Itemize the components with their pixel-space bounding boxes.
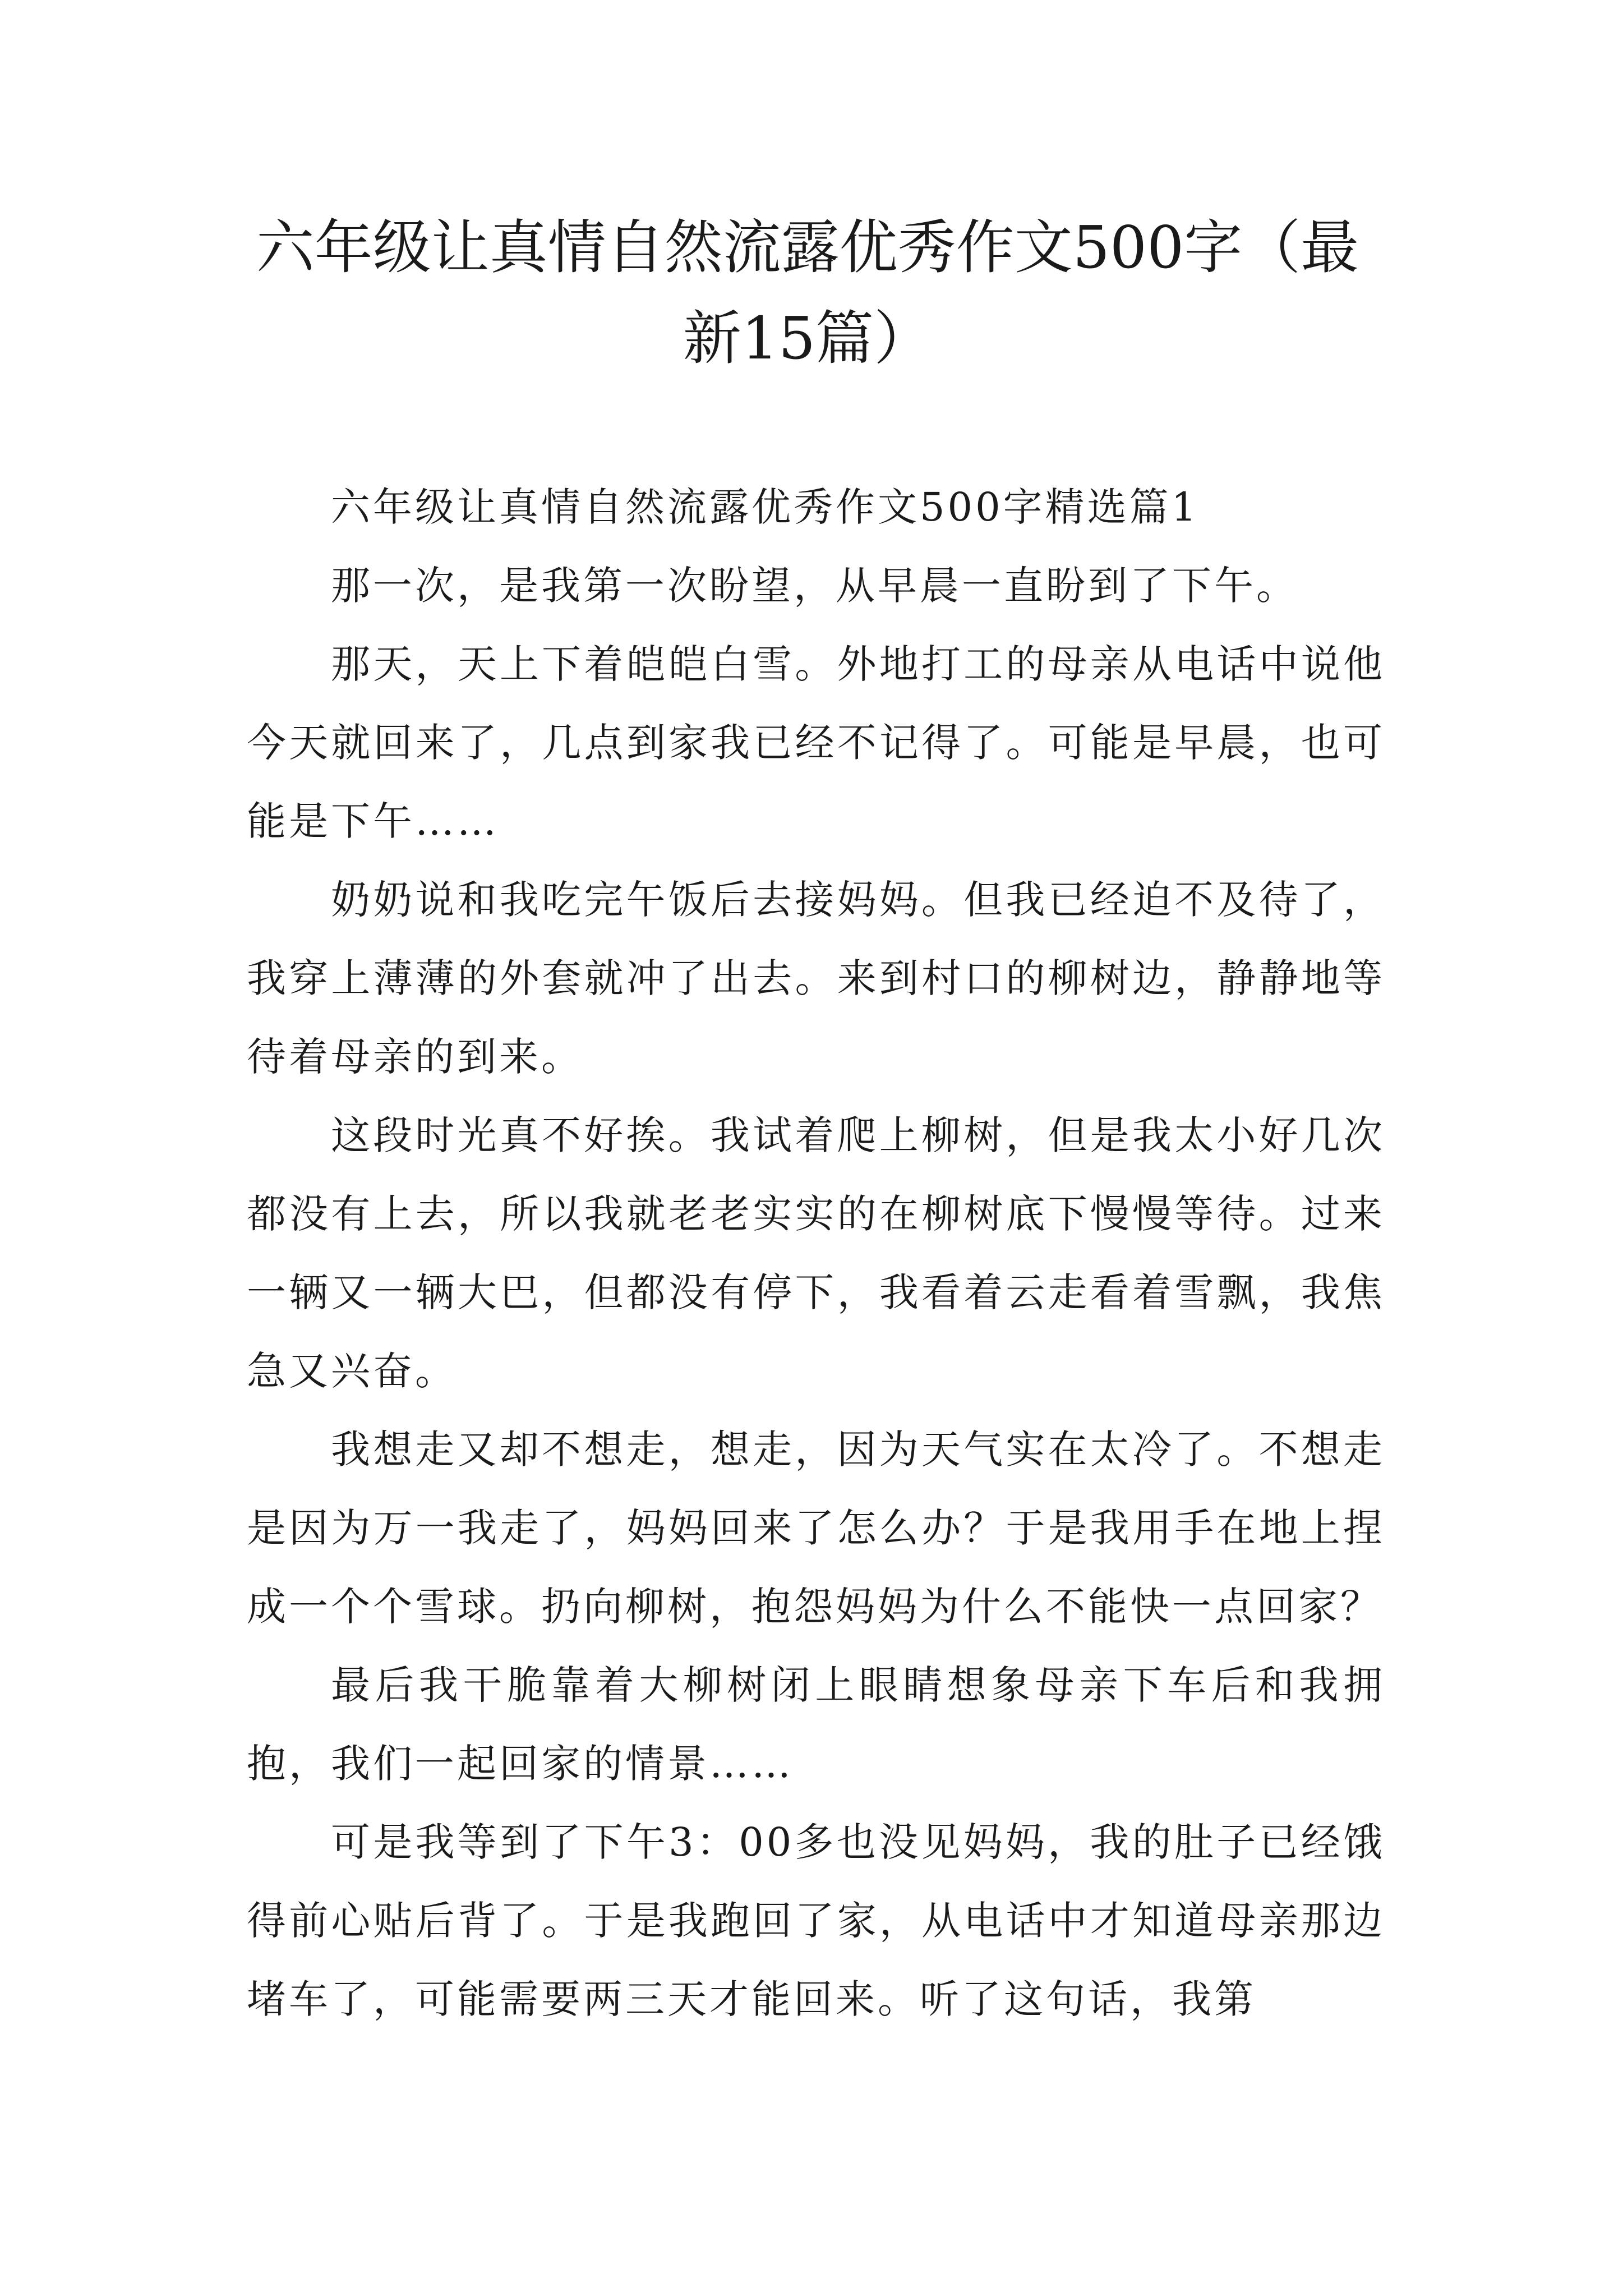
paragraph: 最后我干脆靠着大柳树闭上眼睛想象母亲下车后和我拥抱，我们一起回家的情景…… xyxy=(247,1662,1385,1787)
section-heading: 六年级让真情自然流露优秀作文500字精选篇1 xyxy=(331,484,1200,530)
paragraph: 这段时光真不好挨。我试着爬上柳树，但是我太小好几次都没有上去，所以我就老老实实的在柳树底下慢慢等待。过来一辆又一辆大巴，但都没有停下，我看着云走看着雪飘，我焦急又兴奋。 xyxy=(247,1112,1385,1394)
paragraph: 可是我等到了下午3：00多也没见妈妈，我的肚子已经饿得前心贴后背了。于是我跑回了家，从电话中才知道母亲那边堵车了，可能需要两三天才能回来。听了这句话，我第 xyxy=(247,1819,1385,2022)
document-title: 六年级让真情自然流露优秀作文500字（最新15篇） xyxy=(256,213,1359,372)
paragraph: 奶奶说和我吃完午饭后去接妈妈。但我已经迫不及待了，我穿上薄薄的外套就冲了出去。来到村口的柳树边，静静地等待着母亲的到来。 xyxy=(247,877,1385,1080)
paragraph: 那天，天上下着皑皑白雪。外地打工的母亲从电话中说他今天就回来了，几点到家我已经不记得了。可能是早晨，也可能是下午…… xyxy=(247,641,1385,844)
paragraph: 我想走又却不想走，想走，因为天气实在太冷了。不想走是因为万一我走了，妈妈回来了怎么办？于是我用手在地上捏成一个个雪球。扔向柳树，抱怨妈妈为什么不能快一点回家？ xyxy=(247,1427,1385,1630)
paragraph: 那一次，是我第一次盼望，从早晨一直盼到了下午。 xyxy=(331,563,1298,609)
document-body xyxy=(247,468,1385,2039)
